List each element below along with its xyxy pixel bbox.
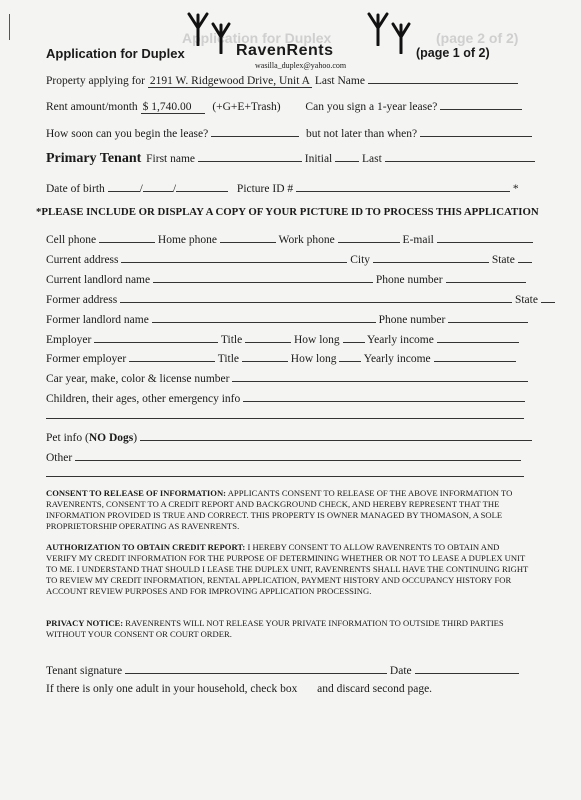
employer-how-long-label: How long — [293, 334, 340, 346]
contact-email: wasilla_duplex@yahoo.com — [255, 61, 347, 70]
former-employer-how-long-label: How long — [290, 353, 337, 365]
work-phone-label: Work phone — [278, 234, 335, 246]
email-label: E-mail — [402, 234, 434, 246]
current-address-row — [46, 251, 532, 267]
former-employer-label: Former employer — [46, 353, 127, 365]
other-row — [46, 449, 521, 465]
other-label: Other — [46, 452, 73, 464]
signature-date-input[interactable] — [415, 662, 519, 674]
former-address-input[interactable] — [120, 291, 512, 303]
former-state-input[interactable] — [541, 291, 555, 303]
footer-row — [46, 682, 432, 696]
former-employer-title-input[interactable] — [242, 350, 288, 362]
footer-text-end: and discard second page. — [317, 683, 433, 695]
authorization-paragraph — [46, 542, 530, 597]
children-extra-line[interactable] — [46, 418, 524, 419]
former-employer-income-label: Yearly income — [363, 353, 431, 365]
car-label: Car year, make, color & license number — [46, 373, 230, 385]
cell-phone-label: Cell phone — [46, 234, 97, 246]
raven-footprint-icon — [390, 22, 412, 54]
start-row — [46, 125, 532, 141]
primary-tenant-heading: Primary Tenant — [46, 151, 142, 166]
current-address-input[interactable] — [121, 251, 347, 263]
former-employer-row — [46, 350, 516, 366]
dob-separator: / — [139, 183, 143, 195]
last-input[interactable] — [385, 150, 535, 162]
former-address-row — [46, 291, 555, 307]
children-input[interactable] — [243, 390, 525, 402]
ghost-page-number: (page 2 of 2) — [436, 30, 519, 46]
home-phone-label: Home phone — [157, 234, 217, 246]
current-address-label: Current address — [46, 254, 119, 266]
children-row — [46, 390, 525, 406]
start-label: How soon can you begin the lease? — [46, 128, 209, 140]
pets-row — [46, 429, 532, 445]
privacy-body: RAVENRENTS WILL NOT RELEASE YOUR PRIVATE INFORMATION TO OUTSIDE THIRD PARTIES WITHOUT YOUR CONSENT OR COURT ORDER. — [46, 618, 504, 639]
other-input[interactable] — [75, 449, 521, 461]
authorization-body: I HEREBY CONSENT TO ALLOW RAVENRENTS TO OBTAIN AND VERIFY MY CREDIT INFORMATION FOR THE PURPOSE OF DETERMINING WHETHER OR NOT TO LEASE A DUPLEX UNIT TO ME. I UNDERSTAND THAT SHOULD I LEASE THE DUPLEX UNIT, RAVENRENTS SHALL HAVE THE CONTINUING RIGHT TO REVIEW MY CREDIT INFORMATION, RENTAL APPLICATION, PAYMENT HISTORY AND OCCUPANCY HISTORY FOR ACCOUNT REVIEW PURPOSES AND FOR IMPROVING APPLICATION PROCESSING. — [46, 542, 529, 596]
former-landlord-label: Former landlord name — [46, 314, 149, 326]
privacy-title: PRIVACY NOTICE: — [46, 618, 124, 628]
employer-income-label: Yearly income — [366, 334, 434, 346]
consent-body: APPLICANTS CONSENT TO RELEASE OF THE ABOVE INFORMATION TO RAVENRENTS, CONSENT TO A CREDIT REPORT AND BACKGROUND CHECK, AND HEREBY REPRESENT THAT THE INFORMATION PROVIDED IS TRUE AND CORRECT. THIS PROPERTY IS OWNER MANAGED BY THOMASON, A SOLE PROPRIETORSHIP OPERATING AS RAVENRENTS. — [46, 488, 513, 531]
home-phone-input[interactable] — [220, 231, 276, 243]
property-label: Property applying for — [46, 75, 146, 87]
property-row — [46, 72, 518, 88]
former-employer-income-input[interactable] — [434, 350, 516, 362]
last-label: Last — [362, 153, 382, 165]
signature-date-label: Date — [389, 665, 412, 677]
city-input[interactable] — [373, 251, 489, 263]
later-label: but not later than when? — [305, 128, 418, 140]
picture-id-input[interactable] — [296, 180, 510, 192]
state-input[interactable] — [518, 251, 532, 263]
rent-label: Rent amount/month — [46, 101, 138, 113]
dob-day-input[interactable] — [143, 180, 173, 192]
current-landlord-input[interactable] — [153, 271, 373, 283]
pets-close: ) — [133, 432, 138, 444]
start-input[interactable] — [211, 125, 299, 137]
email-input[interactable] — [437, 231, 533, 243]
city-label: City — [350, 254, 371, 266]
employer-title-label: Title — [220, 334, 243, 346]
raven-footprint-icon — [366, 12, 390, 46]
former-landlord-row — [46, 311, 528, 327]
first-name-label: First name — [146, 153, 196, 165]
other-extra-line[interactable] — [46, 476, 524, 477]
current-landlord-label: Current landlord name — [46, 274, 151, 286]
employer-label: Employer — [46, 334, 92, 346]
signature-input[interactable] — [125, 662, 387, 674]
picture-id-label: Picture ID # — [236, 183, 294, 195]
pets-label: Pet info ( — [46, 432, 89, 444]
rent-input[interactable]: $ 1,740.00 — [141, 101, 206, 114]
privacy-paragraph — [46, 618, 530, 640]
later-input[interactable] — [420, 125, 532, 137]
dob-month-input[interactable] — [108, 180, 140, 192]
former-state-label: State — [514, 294, 538, 306]
no-dogs-label: NO Dogs — [88, 432, 134, 444]
pets-input[interactable] — [140, 429, 532, 441]
car-input[interactable] — [232, 370, 528, 382]
picture-id-notice: *PLEASE INCLUDE OR DISPLAY A COPY OF YOUR PICTURE ID TO PROCESS THIS APPLICATION — [36, 206, 539, 218]
former-landlord-input[interactable] — [152, 311, 376, 323]
first-name-input[interactable] — [198, 150, 302, 162]
signature-label: Tenant signature — [46, 665, 123, 677]
former-employer-input[interactable] — [129, 350, 215, 362]
signature-row — [46, 662, 519, 678]
authorization-title: AUTHORIZATION TO OBTAIN CREDIT REPORT: — [46, 542, 246, 552]
initial-input[interactable] — [335, 150, 359, 162]
current-landlord-row — [46, 271, 526, 287]
former-landlord-phone-input[interactable] — [448, 311, 528, 323]
dob-separator: / — [172, 183, 177, 195]
cell-phone-input[interactable] — [99, 231, 155, 243]
employer-income-input[interactable] — [437, 331, 519, 343]
raven-footprint-icon — [210, 22, 232, 54]
employer-title-input[interactable] — [245, 331, 291, 343]
state-label: State — [491, 254, 515, 266]
asterisk: * — [512, 183, 519, 195]
last-name-label: Last Name — [314, 75, 365, 87]
page-number: (page 1 of 2) — [416, 46, 490, 60]
car-row — [46, 370, 528, 386]
dob-row — [46, 180, 519, 196]
rent-row — [46, 98, 522, 114]
work-phone-input[interactable] — [338, 231, 400, 243]
employer-how-long-input[interactable] — [343, 331, 365, 343]
contact-row — [46, 231, 533, 247]
former-employer-title-label: Title — [217, 353, 240, 365]
property-input[interactable]: 2191 W. Ridgewood Drive, Unit A — [149, 75, 310, 87]
former-landlord-phone-label: Phone number — [378, 314, 446, 326]
current-landlord-phone-label: Phone number — [375, 274, 443, 286]
consent-title: CONSENT TO RELEASE OF INFORMATION: — [46, 488, 227, 498]
dob-year-input[interactable] — [176, 180, 228, 192]
primary-tenant-row — [46, 150, 535, 167]
raven-footprint-icon — [186, 12, 210, 46]
former-employer-how-long-input[interactable] — [339, 350, 361, 362]
form-title: Application for Duplex — [46, 46, 185, 61]
former-address-label: Former address — [46, 294, 118, 306]
children-label: Children, their ages, other emergency info — [46, 393, 241, 405]
current-landlord-phone-input[interactable] — [446, 271, 526, 283]
rent-extra: (+G+E+Trash) — [212, 101, 281, 113]
consent-paragraph — [46, 488, 530, 532]
brand-name: RavenRents — [236, 42, 334, 59]
employer-row — [46, 331, 519, 347]
lease-question: Can you sign a 1-year lease? — [305, 101, 438, 113]
dob-label: Date of birth — [46, 183, 105, 195]
initial-label: Initial — [304, 153, 333, 165]
employer-input[interactable] — [94, 331, 218, 343]
lease-answer-input[interactable] — [440, 98, 522, 110]
footer-text-start: If there is only one adult in your household, check box — [46, 683, 298, 695]
margin-mark — [9, 14, 10, 40]
last-name-input[interactable] — [368, 72, 518, 84]
ghost-title: Application for Duplex — [182, 30, 332, 46]
